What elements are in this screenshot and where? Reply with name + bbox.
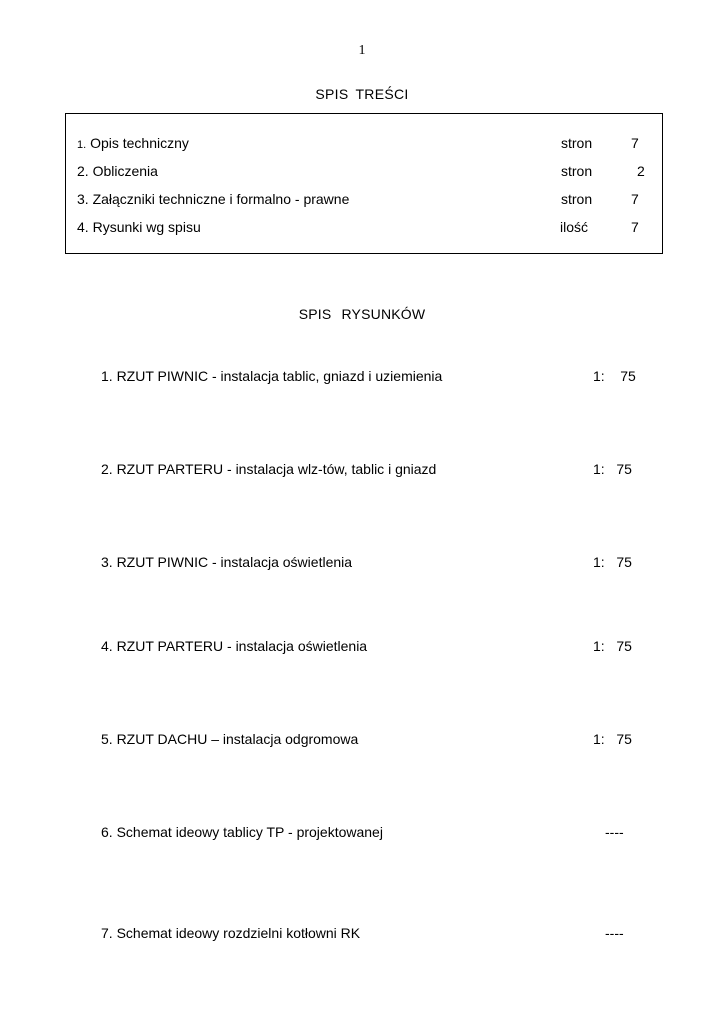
drawing-item-label: 2. RZUT PARTERU - instalacja wlz-tów, tablic i gniazd xyxy=(101,461,437,477)
drawing-item xyxy=(101,554,661,572)
toc-item-count: 7 xyxy=(631,135,639,151)
drawing-item-scale: ---- xyxy=(605,925,624,941)
toc-item xyxy=(77,163,645,181)
toc-item xyxy=(77,219,637,237)
drawing-item-label: 3. RZUT PIWNIC - instalacja oświetlenia xyxy=(101,554,353,570)
toc-item-number: 3. xyxy=(77,191,89,207)
drawing-item xyxy=(101,824,661,842)
drawing-item-scale: 1: 75 xyxy=(593,461,632,477)
drawing-item-scale: 1: 75 xyxy=(593,554,632,570)
drawing-item-label: 4. RZUT PARTERU - instalacja oświetlenia xyxy=(101,638,368,654)
toc-item-label: Opis techniczny xyxy=(86,135,189,151)
toc-item-count: 7 xyxy=(631,191,639,207)
page-number: 1 xyxy=(358,43,366,58)
toc-item-number: 1. xyxy=(77,139,87,151)
drawing-item-label: 1. RZUT PIWNIC - instalacja tablic, gniazd i uziemienia xyxy=(101,368,443,384)
toc-item-number: 4. xyxy=(77,219,89,235)
drawing-item-scale: 1: 75 xyxy=(593,368,636,384)
drawing-item-scale: 1: 75 xyxy=(593,638,632,654)
toc-item-label: Rysunki wg spisu xyxy=(88,219,201,235)
drawing-item xyxy=(101,638,661,656)
toc-box xyxy=(65,113,663,254)
toc-title: SPIS TREŚCI xyxy=(315,86,409,102)
toc-item-label: Obliczenia xyxy=(88,163,158,179)
drawing-item-scale: 1: 75 xyxy=(593,731,632,747)
drawing-item xyxy=(101,461,661,479)
drawings-title: SPIS RYSUNKÓW xyxy=(298,306,426,322)
drawing-item-label: 5. RZUT DACHU – instalacja odgromowa xyxy=(101,731,359,747)
toc-item-count: 2 xyxy=(637,163,645,179)
drawing-item-scale: ---- xyxy=(605,824,624,840)
drawing-item-label: 7. Schemat ideowy rozdzielni kotłowni RK xyxy=(101,925,361,941)
drawing-item-label: 6. Schemat ideowy tablicy TP - projektowanej xyxy=(101,824,383,840)
toc-item-unit: stron xyxy=(561,135,593,151)
toc-item-count: 7 xyxy=(631,219,639,235)
toc-item-unit: ilość xyxy=(560,219,589,235)
toc-item-label: Załączniki techniczne i formalno - prawne xyxy=(88,191,350,207)
toc-item-unit: stron xyxy=(561,191,593,207)
drawing-item xyxy=(101,731,661,749)
toc-item-number: 2. xyxy=(77,163,89,179)
drawing-item xyxy=(101,368,661,386)
toc-item-unit: stron xyxy=(561,163,593,179)
toc-item xyxy=(77,135,637,153)
toc-item xyxy=(77,191,637,209)
drawing-item xyxy=(101,925,661,943)
